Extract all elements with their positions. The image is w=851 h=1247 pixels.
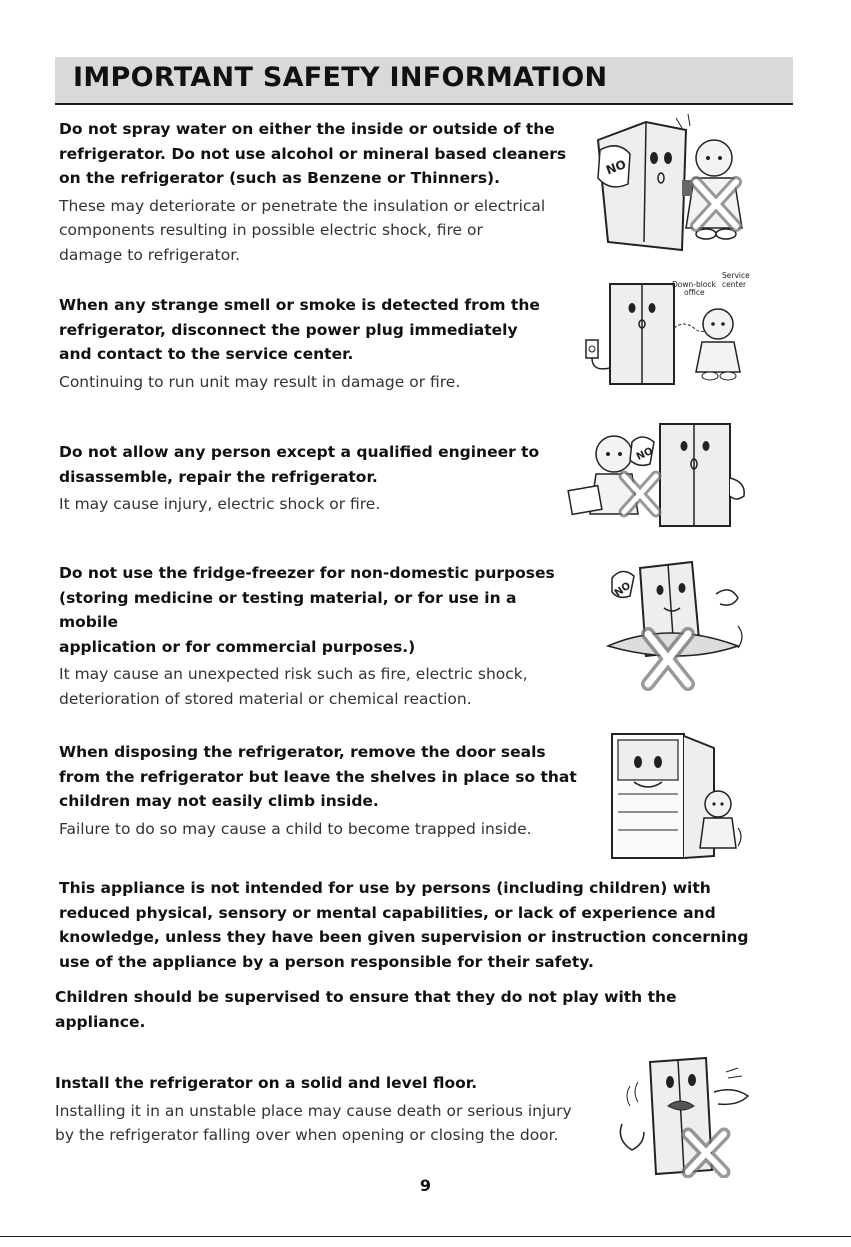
section-warning: When any strange smell or smoke is detected from the refrigerator, disconnect the power plug immediately and contact to the service center. [59,296,540,363]
safety-section-strange-smell [59,293,579,394]
section-warning: Do not spray water on either the inside or outside of the refrigerator. Do not use alcohol or mineral based cleaners on the refrigerator (such as Benzene or Thinners). [59,120,567,187]
section-explanation: It may cause an unexpected risk such as fire, electric shock, deterioration of stored material or chemical reaction. [59,665,528,708]
section-warning: Do not use the fridge-freezer for non-domestic purposes (storing medicine or testing material, or for use in a mobile application or for commercial purposes.) [59,564,555,656]
section-warning: Do not allow any person except a qualified engineer to disassemble, repair the refrigerator. [59,443,540,486]
section-explanation: These may deteriorate or penetrate the insulation or electrical components resulting in possible electric shock, fire or damage to refrigerator. [59,196,546,264]
illustration-no-mobile-use [588,556,758,692]
no-sign: NO [604,157,628,178]
svg-text:office: office [684,288,705,297]
section-explanation: Continuing to run unit may result in damage or fire. [59,372,461,391]
no-sign: NO [634,445,655,463]
safety-section-disposal [59,740,579,841]
svg-text:Service: Service [722,271,750,280]
safety-section-persons-capabilities [59,876,759,974]
illustration-unstable-floor [614,1052,764,1178]
no-sign: NO [612,580,633,600]
page-bottom-rule [0,1236,851,1237]
page-title: IMPORTANT SAFETY INFORMATION [73,62,608,93]
section-warning: This appliance is not intended for use by persons (including children) with reduced physical, sensory or mental capabilities, or lack of experience and knowledge, unless they have been given supervision or instruction concerning use of the appliance by a person responsible for their safety. [59,879,749,971]
section-warning: When disposing the refrigerator, remove the door seals from the refrigerator but leave the shelves in place so that children may not easily climb inside. [59,743,577,810]
svg-text:center: center [722,280,747,289]
illustration-child-trapped [608,732,750,862]
svg-text:Down-block: Down-block [672,280,716,289]
illustration-no-disassemble [556,418,756,530]
illustration-service-center [572,268,752,393]
section-explanation: It may cause injury, electric shock or fire. [59,495,381,513]
section-explanation: Installing it in an unstable place may cause death or serious injury by the refrigerator falling over when opening or closing the door. [55,1101,572,1144]
safety-section-spray-water [59,117,579,267]
section-warning: Install the refrigerator on a solid and level floor. [55,1074,478,1092]
illustration-no-spray [586,110,756,260]
safety-section-children-supervision [55,985,755,1034]
safety-section-non-domestic-use [59,561,579,711]
page-header [55,57,793,105]
safety-section-level-floor [55,1071,615,1148]
page-number: 9 [419,1176,432,1195]
safety-section-qualified-engineer [59,440,579,517]
section-explanation: Failure to do so may cause a child to become trapped inside. [59,819,532,838]
section-warning: Children should be supervised to ensure that they do not play with the appliance. [55,988,677,1031]
